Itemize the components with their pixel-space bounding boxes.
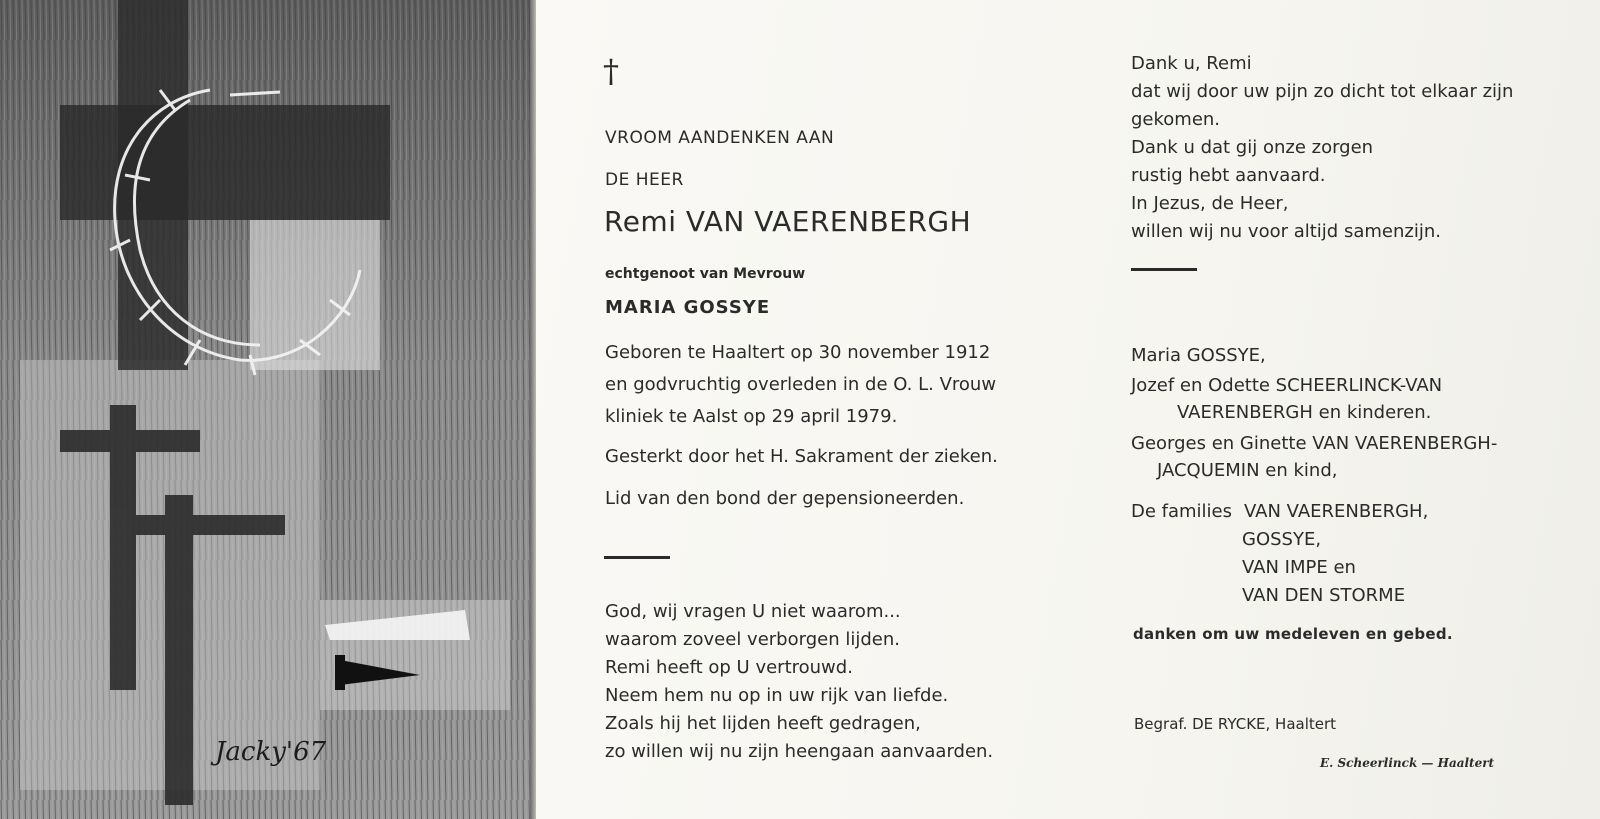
family-label: De families — [1131, 501, 1233, 522]
thanks-text: danken om uw medeleven en gebed. — [1133, 625, 1453, 643]
prayer-line: God, wij vragen U niet waarom... — [605, 601, 901, 622]
prayer-line: waarom zoveel verborgen lijden. — [605, 629, 900, 650]
artist-signature: Jacky'67 — [215, 737, 327, 767]
prayer-line: Remi heeft op U vertrouwd. — [605, 657, 853, 678]
family-line: Jozef en Odette SCHEERLINCK-VAN — [1131, 375, 1443, 396]
crosses-artwork — [0, 0, 534, 819]
membership-text: Lid van den bond der gepensioneerden. — [605, 488, 965, 509]
family-line: VAN VAERENBERGH, — [1244, 501, 1429, 522]
family-line: Maria GOSSYE, — [1131, 345, 1266, 366]
poem-line: willen wij nu voor altijd samenzijn. — [1131, 221, 1441, 242]
family-line: GOSSYE, — [1242, 529, 1322, 550]
bio-line: en godvruchtig overleden in de O. L. Vrouw — [605, 374, 997, 395]
poem-line: gekomen. — [1131, 109, 1221, 130]
family-line: JACQUEMIN en kind, — [1157, 460, 1338, 481]
sacrament-text: Gesterkt door het H. Sakrament der zieken. — [605, 446, 998, 467]
poem-line: dat wij door uw pijn zo dicht tot elkaar zijn — [1131, 81, 1514, 102]
printer-credit: E. Scheerlinck — Haaltert — [1320, 756, 1495, 770]
bio-line: kliniek te Aalst op 29 april 1979. — [605, 406, 898, 427]
poem-line: rustig hebt aanvaard. — [1131, 165, 1326, 186]
family-line: Georges en Ginette VAN VAERENBERGH- — [1131, 433, 1498, 454]
prayer-line: Neem hem nu op in uw rijk van liefde. — [605, 685, 949, 706]
family-line: VAN DEN STORME — [1242, 585, 1406, 606]
cross-symbol: † — [603, 52, 619, 90]
poem-line: Dank u, Remi — [1131, 53, 1252, 74]
artwork-panel — [0, 0, 534, 819]
family-line: VAN IMPE en — [1242, 557, 1356, 578]
spouse-name: MARIA GOSSYE — [605, 297, 771, 318]
text-panel — [536, 0, 1600, 819]
undertaker-text: Begraf. DE RYCKE, Haaltert — [1134, 715, 1337, 733]
deceased-name: Remi VAN VAERENBERGH — [604, 205, 972, 238]
poem-line: In Jezus, de Heer, — [1131, 193, 1289, 214]
divider — [1131, 268, 1197, 271]
divider — [604, 556, 670, 559]
heading-line-2: DE HEER — [605, 170, 684, 190]
family-line: VAERENBERGH en kinderen. — [1177, 402, 1432, 423]
heading-line-1: VROOM AANDENKEN AAN — [605, 128, 835, 148]
spouse-label: echtgenoot van Mevrouw — [605, 266, 806, 282]
poem-line: Dank u dat gij onze zorgen — [1131, 137, 1374, 158]
prayer-line: Zoals hij het lijden heeft gedragen, — [605, 713, 921, 734]
prayer-line: zo willen wij nu zijn heengaan aanvaarden. — [605, 741, 994, 762]
bio-line: Geboren te Haaltert op 30 november 1912 — [605, 342, 991, 363]
